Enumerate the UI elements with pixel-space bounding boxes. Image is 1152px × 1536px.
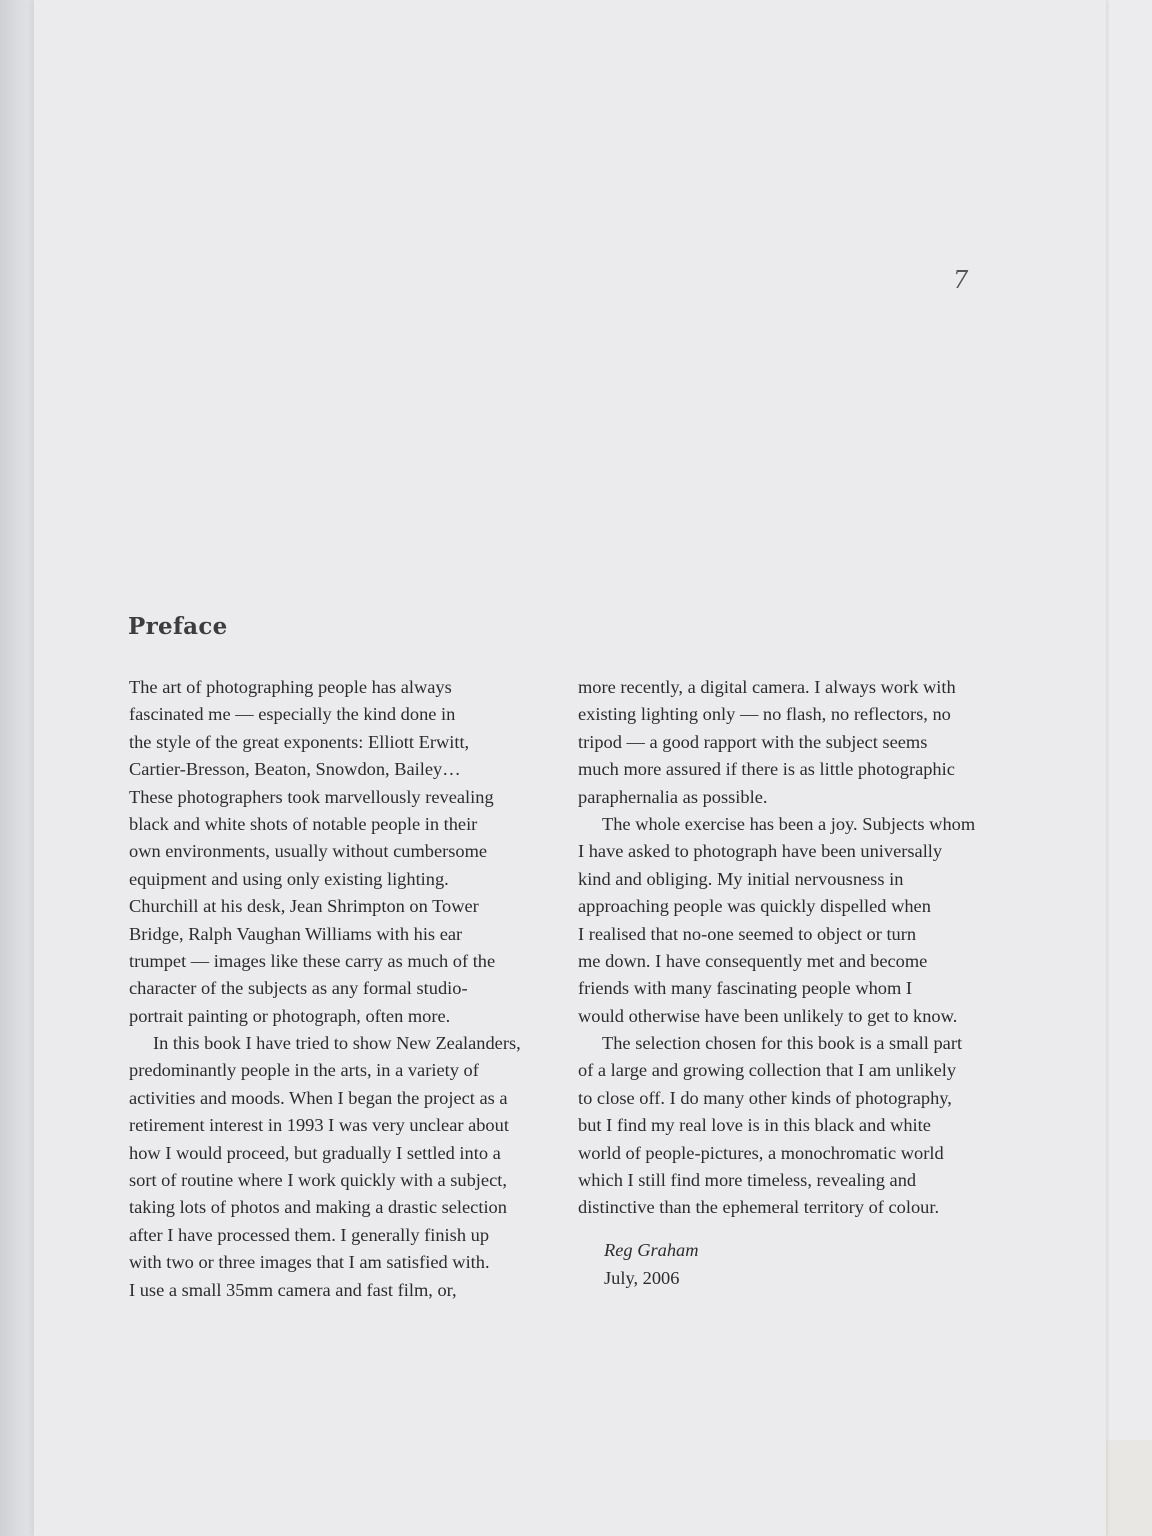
- text-line: taking lots of photos and making a drastic selection: [129, 1197, 507, 1218]
- text-line: own environments, usually without cumbersome: [129, 841, 488, 862]
- text-line: retirement interest in 1993 I was very unclear about: [129, 1115, 509, 1136]
- text-line: more recently, a digital camera. I always work with: [578, 677, 956, 697]
- right-text-column: [578, 674, 975, 1222]
- book-page: [34, 0, 1106, 1536]
- text-line: to close off. I do many other kinds of photography,: [578, 1087, 952, 1108]
- page-number: 7: [953, 266, 969, 294]
- text-line: The whole exercise has been a joy. Subjects whom: [602, 813, 976, 834]
- signature-date: July, 2006: [604, 1268, 680, 1288]
- text-line: fascinated me — especially the kind done in: [129, 704, 456, 725]
- author-name: Reg Graham: [604, 1240, 699, 1260]
- text-line: approaching people was quickly dispelled when: [578, 896, 931, 917]
- text-line: after I have processed them. I generally finish up: [129, 1224, 490, 1245]
- text-line: existing lighting only — no flash, no reflectors, no: [578, 704, 951, 725]
- text-line: I have asked to photograph have been universally: [578, 841, 943, 862]
- text-line: of a large and growing collection that I am unlikely: [578, 1060, 957, 1081]
- left-text-column: [129, 674, 521, 1304]
- text-line: trumpet — images like these carry as much of the: [129, 950, 496, 971]
- text-line: activities and moods. When I began the project as a: [129, 1087, 508, 1108]
- text-line: The art of photographing people has always: [129, 677, 452, 697]
- signature-block: [604, 1236, 699, 1292]
- text-line: would otherwise have been unlikely to get to know.: [578, 1005, 958, 1026]
- text-line: black and white shots of notable people in their: [129, 813, 478, 834]
- text-line: Cartier-Bresson, Beaton, Snowdon, Bailey…: [129, 759, 461, 780]
- text-line: but I find my real love is in this black and white: [578, 1115, 931, 1136]
- text-line: world of people-pictures, a monochromatic world: [578, 1142, 944, 1163]
- text-line: equipment and using only existing lighting.: [129, 868, 449, 889]
- text-line: kind and obliging. My initial nervousness in: [578, 868, 904, 889]
- text-line: These photographers took marvellously revealing: [129, 786, 494, 807]
- text-line: paraphernalia as possible.: [578, 786, 768, 807]
- text-line: much more assured if there is as little photographic: [578, 759, 955, 780]
- text-line: the style of the great exponents: Elliott Erwitt,: [129, 731, 470, 752]
- text-line: portrait painting or photograph, often more.: [129, 1005, 451, 1026]
- text-line: Bridge, Ralph Vaughan Williams with his ear: [129, 923, 463, 944]
- text-line: tripod — a good rapport with the subject seems: [578, 731, 928, 752]
- text-line: me down. I have consequently met and become: [578, 950, 928, 971]
- text-line: with two or three images that I am satisfied with.: [129, 1252, 490, 1273]
- text-line: distinctive than the ephemeral territory of colour.: [578, 1197, 940, 1218]
- text-line: I realised that no-one seemed to object or turn: [578, 923, 917, 944]
- text-line: character of the subjects as any formal studio-: [129, 978, 468, 999]
- text-line: In this book I have tried to show New Zealanders,: [153, 1033, 521, 1054]
- text-line: The selection chosen for this book is a small part: [602, 1033, 963, 1054]
- text-line: how I would proceed, but gradually I settled into a: [129, 1142, 501, 1163]
- text-line: I use a small 35mm camera and fast film, or,: [129, 1279, 457, 1300]
- text-line: predominantly people in the arts, in a variety of: [129, 1060, 479, 1081]
- text-line: sort of routine where I work quickly with a subject,: [129, 1170, 507, 1191]
- text-line: Churchill at his desk, Jean Shrimpton on Tower: [129, 896, 479, 917]
- page-heading: Preface: [128, 613, 228, 640]
- table-surface: [1100, 1440, 1152, 1536]
- text-line: which I still find more timeless, revealing and: [578, 1170, 917, 1191]
- text-line: friends with many fascinating people whom I: [578, 978, 913, 999]
